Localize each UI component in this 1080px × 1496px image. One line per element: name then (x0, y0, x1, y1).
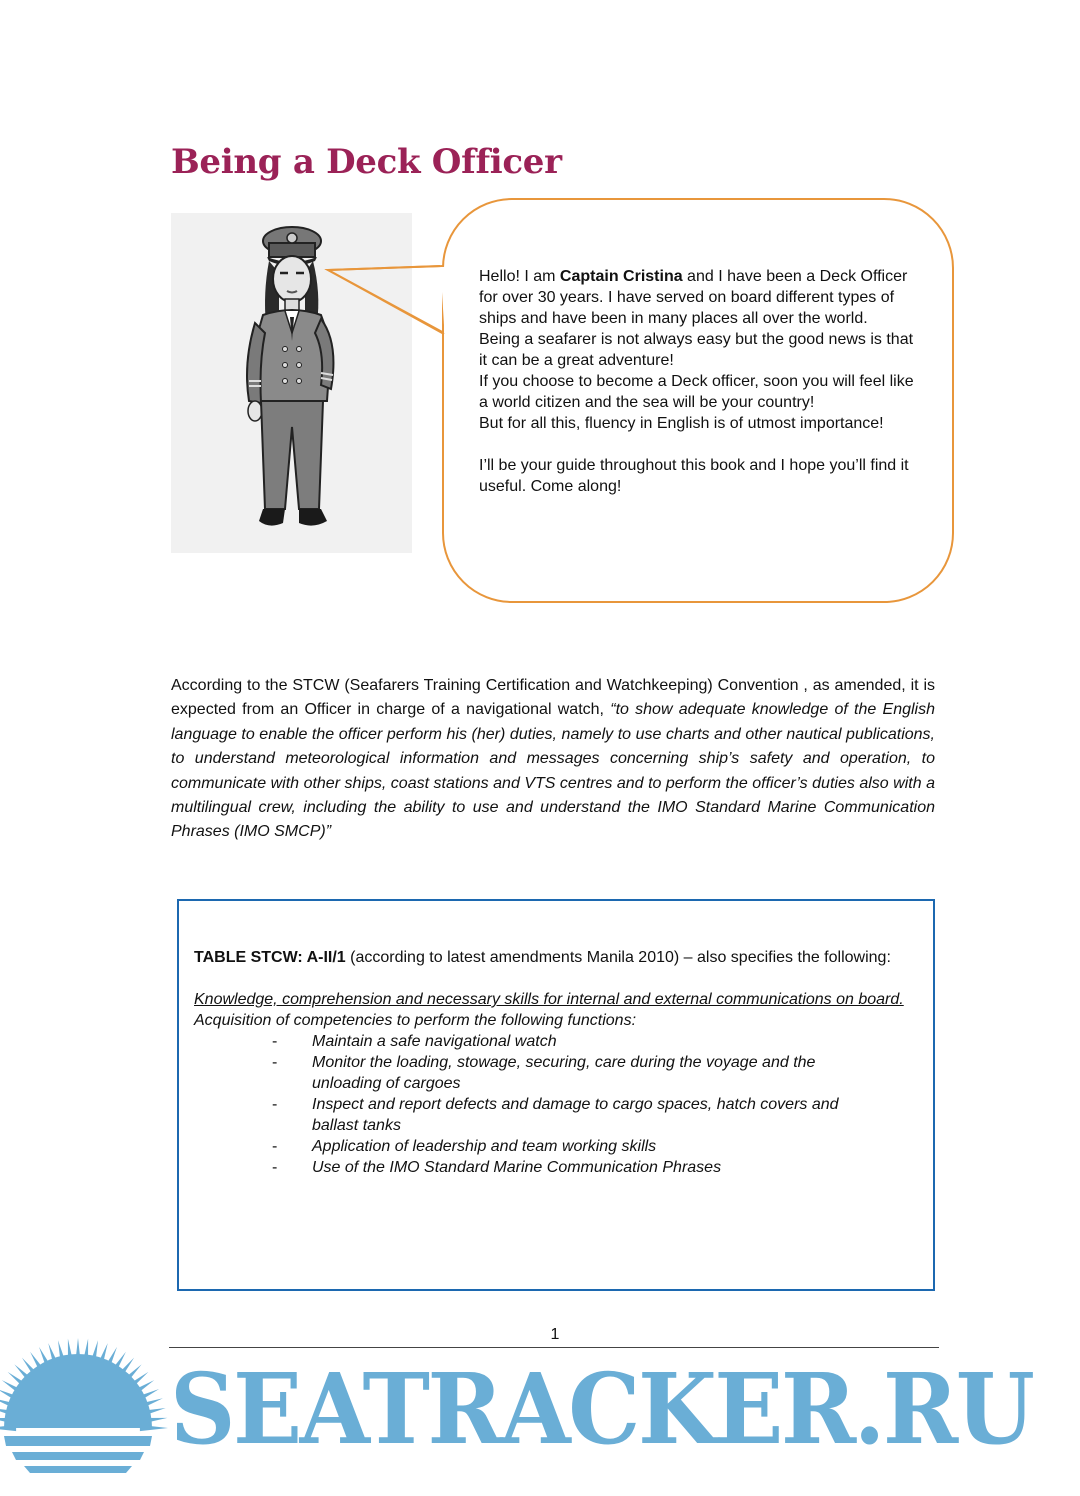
list-item-text: Monitor the loading, stowage, securing, care during the voyage and the unloading of cargoes (312, 1054, 816, 1092)
list-item-text: Use of the IMO Standard Marine Communication Phrases (312, 1159, 722, 1176)
captain-figure-panel (171, 213, 412, 553)
stcw-acquisition: Acquisition of competencies to perform the following functions: (194, 1012, 637, 1029)
list-item (194, 1136, 872, 1157)
list-item (194, 1052, 872, 1094)
bubble-paragraph-guide: I’ll be your guide throughout this book and I hope you’ll find it useful. Come along! (479, 457, 909, 495)
list-item-text: Inspect and report defects and damage to cargo spaces, hatch covers and ballast tanks (312, 1096, 839, 1134)
bubble-paragraph-adventure: Being a seafarer is not always easy but the good news is that it can be a great adventure! (479, 331, 914, 369)
stcw-table-label-rest: (according to latest amendments Manila 2010) – also specifies the following: (345, 949, 891, 966)
intro-plain-text: According to the STCW (Seafarers Training Certification and Watchkeeping) Convention , as amended, it is expected from an Officer in charge of a navigational watch, (171, 677, 935, 719)
list-dash: - (272, 1033, 278, 1050)
stcw-subheading: Knowledge, comprehension and necessary skills for internal and external communications on board. (194, 991, 904, 1008)
list-item-text: Maintain a safe navigational watch (312, 1033, 557, 1050)
speech-bubble-text (479, 266, 925, 497)
bubble-intro-pre: Hello! I am (479, 268, 560, 285)
captain-name: Captain Cristina (559, 268, 683, 285)
intro-quote: “to show adequate knowledge of the English language to enable the officer perform his (her) duties, namely to use charts and other nautical publications, to understand meteorological information and messages concerning ship’s safety and operation, to communicate with other ships, coast stations and VTS centres and to perform the officer’s duties also with a multilingual crew, including the ability to use and understand the IMO Standard Marine Communication Phrases (IMO SMCP)” (171, 701, 935, 841)
bubble-paragraph-intro (479, 266, 925, 329)
list-item (194, 1094, 872, 1136)
bubble-intro-post: and I have been a Deck Officer for over 30 years. I have served on board different types of ships and have been in many places all over the world. (479, 268, 908, 327)
list-item (194, 1031, 872, 1052)
list-dash: - (272, 1096, 278, 1113)
stcw-table-label: TABLE STCW: A-II/1 (194, 949, 346, 966)
stcw-table-heading (194, 947, 918, 968)
stcw-intro-paragraph (171, 674, 935, 845)
bubble-paragraph-fluency: But for all this, fluency in English is of utmost importance! (479, 415, 884, 432)
stcw-table-content (194, 947, 918, 1178)
captain-cristina-illustration-icon (171, 213, 412, 553)
competency-list (194, 1031, 918, 1178)
sun-logo-icon (0, 1338, 168, 1473)
list-dash: - (272, 1054, 278, 1071)
list-dash: - (272, 1138, 278, 1155)
list-item-text: Application of leadership and team working skills (312, 1138, 657, 1155)
page-number: 1 (550, 1326, 560, 1343)
bubble-paragraph-world-citizen: If you choose to become a Deck officer, soon you will feel like a world citizen and the sea will be your country! (479, 373, 914, 411)
page-title: Being a Deck Officer (171, 142, 562, 182)
watermark-text: SEATRACKER.RU (170, 1352, 1033, 1467)
list-item (194, 1157, 872, 1178)
list-dash: - (272, 1159, 278, 1176)
